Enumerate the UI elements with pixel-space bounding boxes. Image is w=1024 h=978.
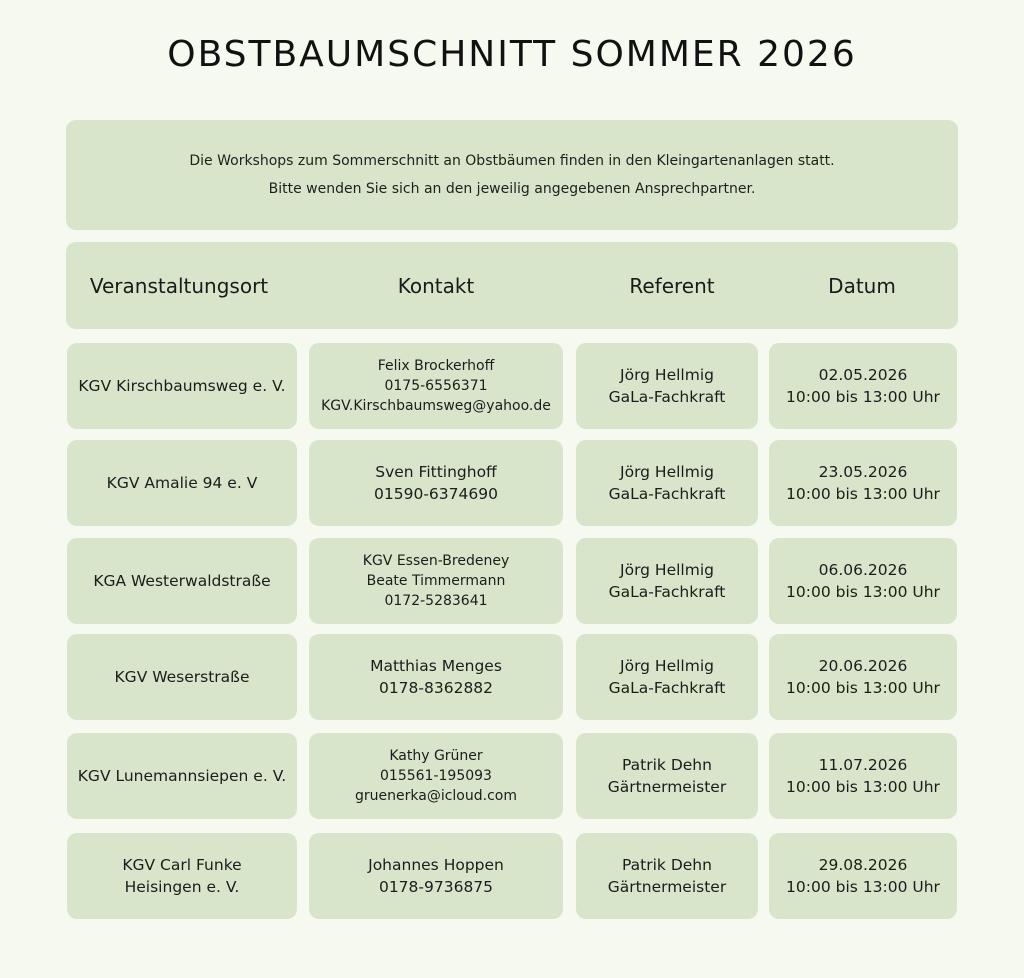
ort-cell bbox=[67, 833, 297, 919]
kontakt-cell bbox=[309, 634, 563, 720]
header-veranstaltungsort: Veranstaltungsort bbox=[89, 273, 269, 298]
kontakt-line: Matthias Menges bbox=[370, 657, 502, 675]
ort-cell bbox=[67, 343, 297, 429]
kontakt-line: 015561-195093 bbox=[380, 768, 492, 784]
header-datum: Datum bbox=[828, 273, 896, 298]
datum-line: 02.05.2026 bbox=[818, 366, 908, 384]
datum-line: 10:00 bis 13:00 Uhr bbox=[786, 778, 940, 796]
kontakt-cell bbox=[309, 343, 563, 429]
ort-line: KGV Carl Funke bbox=[122, 856, 242, 874]
referent-line: Patrik Dehn bbox=[622, 756, 712, 774]
referent-cell bbox=[576, 538, 758, 624]
ort-cell bbox=[67, 634, 297, 720]
kontakt-line: 0178-9736875 bbox=[378, 878, 494, 896]
kontakt-line: Johannes Hoppen bbox=[368, 856, 504, 874]
ort-cell bbox=[67, 440, 297, 526]
datum-line: 11.07.2026 bbox=[818, 756, 908, 774]
ort-line: KGV Lunemannsiepen e. V. bbox=[77, 767, 287, 785]
kontakt-line: gruenerka@icloud.com bbox=[355, 788, 517, 804]
intro-box bbox=[66, 120, 958, 230]
ort-cell bbox=[67, 538, 297, 624]
kontakt-line: KGV Essen-Bredeney bbox=[362, 553, 510, 569]
kontakt-line: 0178-8362882 bbox=[378, 679, 494, 697]
referent-line: GaLa-Fachkraft bbox=[608, 583, 726, 601]
header-referent: Referent bbox=[629, 273, 715, 298]
datum-line: 29.08.2026 bbox=[818, 856, 908, 874]
kontakt-line: 0175-6556371 bbox=[384, 378, 488, 394]
intro-line-2: Bitte wenden Sie sich an den jeweilig angegebenen Ansprechpartner. bbox=[268, 181, 756, 197]
ort-cell bbox=[67, 733, 297, 819]
datum-line: 20.06.2026 bbox=[818, 657, 908, 675]
referent-line: Jörg Hellmig bbox=[620, 657, 714, 675]
ort-line: Heisingen e. V. bbox=[124, 878, 240, 896]
kontakt-line: Kathy Grüner bbox=[389, 748, 483, 764]
referent-cell bbox=[576, 733, 758, 819]
datum-line: 10:00 bis 13:00 Uhr bbox=[786, 388, 940, 406]
datum-cell bbox=[769, 440, 957, 526]
referent-line: Jörg Hellmig bbox=[620, 561, 714, 579]
page-title: OBSTBAUMSCHNITT SOMMER 2026 bbox=[167, 34, 857, 75]
ort-line: KGA Westerwaldstraße bbox=[93, 572, 271, 590]
kontakt-cell bbox=[309, 440, 563, 526]
ort-line: KGV Amalie 94 e. V bbox=[106, 474, 258, 492]
datum-cell bbox=[769, 833, 957, 919]
datum-line: 10:00 bis 13:00 Uhr bbox=[786, 878, 940, 896]
datum-cell bbox=[769, 538, 957, 624]
kontakt-line: Beate Timmermann bbox=[366, 573, 506, 589]
referent-cell bbox=[576, 833, 758, 919]
referent-line: Gärtnermeister bbox=[607, 778, 727, 796]
kontakt-line: KGV.Kirschbaumsweg@yahoo.de bbox=[321, 398, 551, 414]
referent-line: Patrik Dehn bbox=[622, 856, 712, 874]
referent-line: Gärtnermeister bbox=[607, 878, 727, 896]
referent-line: Jörg Hellmig bbox=[620, 463, 714, 481]
intro-line-1: Die Workshops zum Sommerschnitt an Obstbäumen finden in den Kleingartenanlagen statt. bbox=[189, 153, 835, 169]
datum-cell bbox=[769, 634, 957, 720]
datum-line: 10:00 bis 13:00 Uhr bbox=[786, 583, 940, 601]
datum-cell bbox=[769, 343, 957, 429]
datum-cell bbox=[769, 733, 957, 819]
ort-line: KGV Kirschbaumsweg e. V. bbox=[78, 377, 286, 395]
kontakt-line: Sven Fittinghoff bbox=[375, 463, 497, 481]
datum-line: 10:00 bis 13:00 Uhr bbox=[786, 485, 940, 503]
referent-cell bbox=[576, 634, 758, 720]
kontakt-cell bbox=[309, 833, 563, 919]
datum-line: 10:00 bis 13:00 Uhr bbox=[786, 679, 940, 697]
kontakt-line: 0172-5283641 bbox=[384, 593, 488, 609]
table-header bbox=[66, 242, 958, 329]
referent-line: GaLa-Fachkraft bbox=[608, 485, 726, 503]
header-kontakt: Kontakt bbox=[397, 273, 475, 298]
kontakt-cell bbox=[309, 538, 563, 624]
referent-line: Jörg Hellmig bbox=[620, 366, 714, 384]
kontakt-cell bbox=[309, 733, 563, 819]
datum-line: 06.06.2026 bbox=[818, 561, 908, 579]
referent-cell bbox=[576, 343, 758, 429]
kontakt-line: 01590-6374690 bbox=[374, 485, 498, 503]
referent-line: GaLa-Fachkraft bbox=[608, 388, 726, 406]
ort-line: KGV Weserstraße bbox=[114, 668, 250, 686]
referent-line: GaLa-Fachkraft bbox=[608, 679, 726, 697]
datum-line: 23.05.2026 bbox=[818, 463, 908, 481]
kontakt-line: Felix Brockerhoff bbox=[377, 358, 495, 374]
referent-cell bbox=[576, 440, 758, 526]
